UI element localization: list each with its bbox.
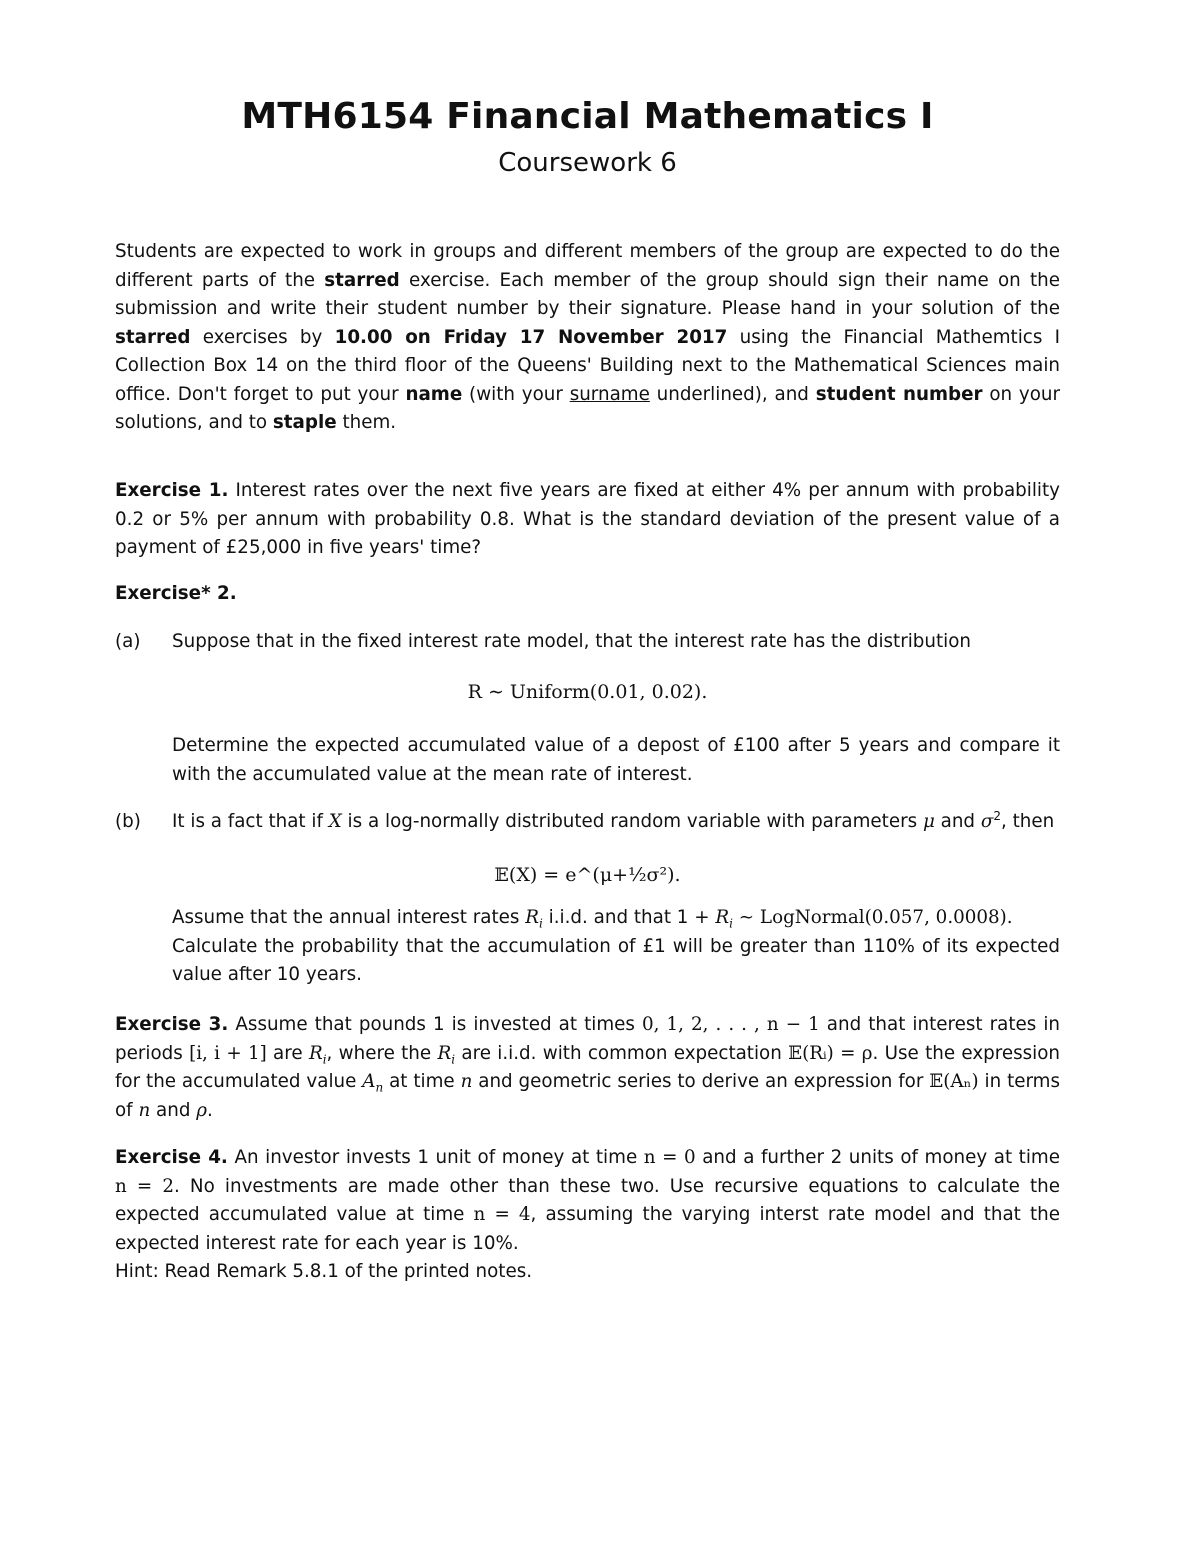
exercise-4: Exercise 4. An investor invests 1 unit of money at time n = 0 and a further 2 units of money at time n = 2. No investments are made other than these two. Use recursive equations to calculate the expected accumulated value at time n = 4, assuming the varying interst rate model and that the expected interest rate for each year is 10%. [115, 1147, 1060, 1254]
part-b-label: (b) [115, 811, 141, 832]
exercise-1-label: Exercise 1. [115, 480, 229, 501]
exercise-2-label: Exercise* 2. [115, 583, 237, 604]
page-subtitle: Coursework 6 [498, 148, 677, 178]
exercise-3: Exercise 3. Assume that pounds 1 is invested at times 0, 1, 2, . . . , n − 1 and that interest rates in periods [i, i + 1] are $R_i$, where the $R_i$ are i.i.d. with common expectation 𝔼(Rᵢ) = ρ. Use the expression for the accumulated value $A_n$ at time n and geometric series to derive an expression for 𝔼(Aₙ) in terms of n and ρ. [115, 1014, 1061, 1121]
exercise-4-label: Exercise 4. [115, 1147, 228, 1168]
hint-text: Hint: Read Remark 5.8.1 of the printed notes. [115, 1261, 533, 1282]
deadline: 10.00 on Friday 17 November 2017 [334, 326, 728, 348]
formula-lognormal-mean: 𝔼(X) = e^(μ+½σ²). [494, 864, 681, 886]
part-a-label: (a) [115, 631, 141, 652]
page-title: MTH6154 Financial Mathematics I [241, 96, 934, 137]
intro-paragraph: Students are expected to work in groups and different members of the group are expected to do the different parts of the starred exercise. Each member of the group should sign their name on the submission and write their student number by their signature. Please hand in your solution of the starred exercises by 10.00 on Friday 17 November 2017 using the Financial Mathemtics I Collection Box 14 on the third floor of the Queens' Building next to the Mathematical Sciences main office. Don't forget to put your name (with your surname underlined), and student number on your solutions, and to staple them. [115, 241, 1061, 433]
exercise-1: Exercise 1. Interest rates over the next five years are fixed at either 4% per annum with probability 0.2 or 5% per annum with probability 0.8. What is the standard deviation of the present value of a payment of £25,000 in five years' time? [115, 480, 1060, 558]
formula-uniform: R ∼ Uniform(0.01, 0.02). [467, 681, 708, 703]
exercise-3-label: Exercise 3. [115, 1014, 229, 1035]
